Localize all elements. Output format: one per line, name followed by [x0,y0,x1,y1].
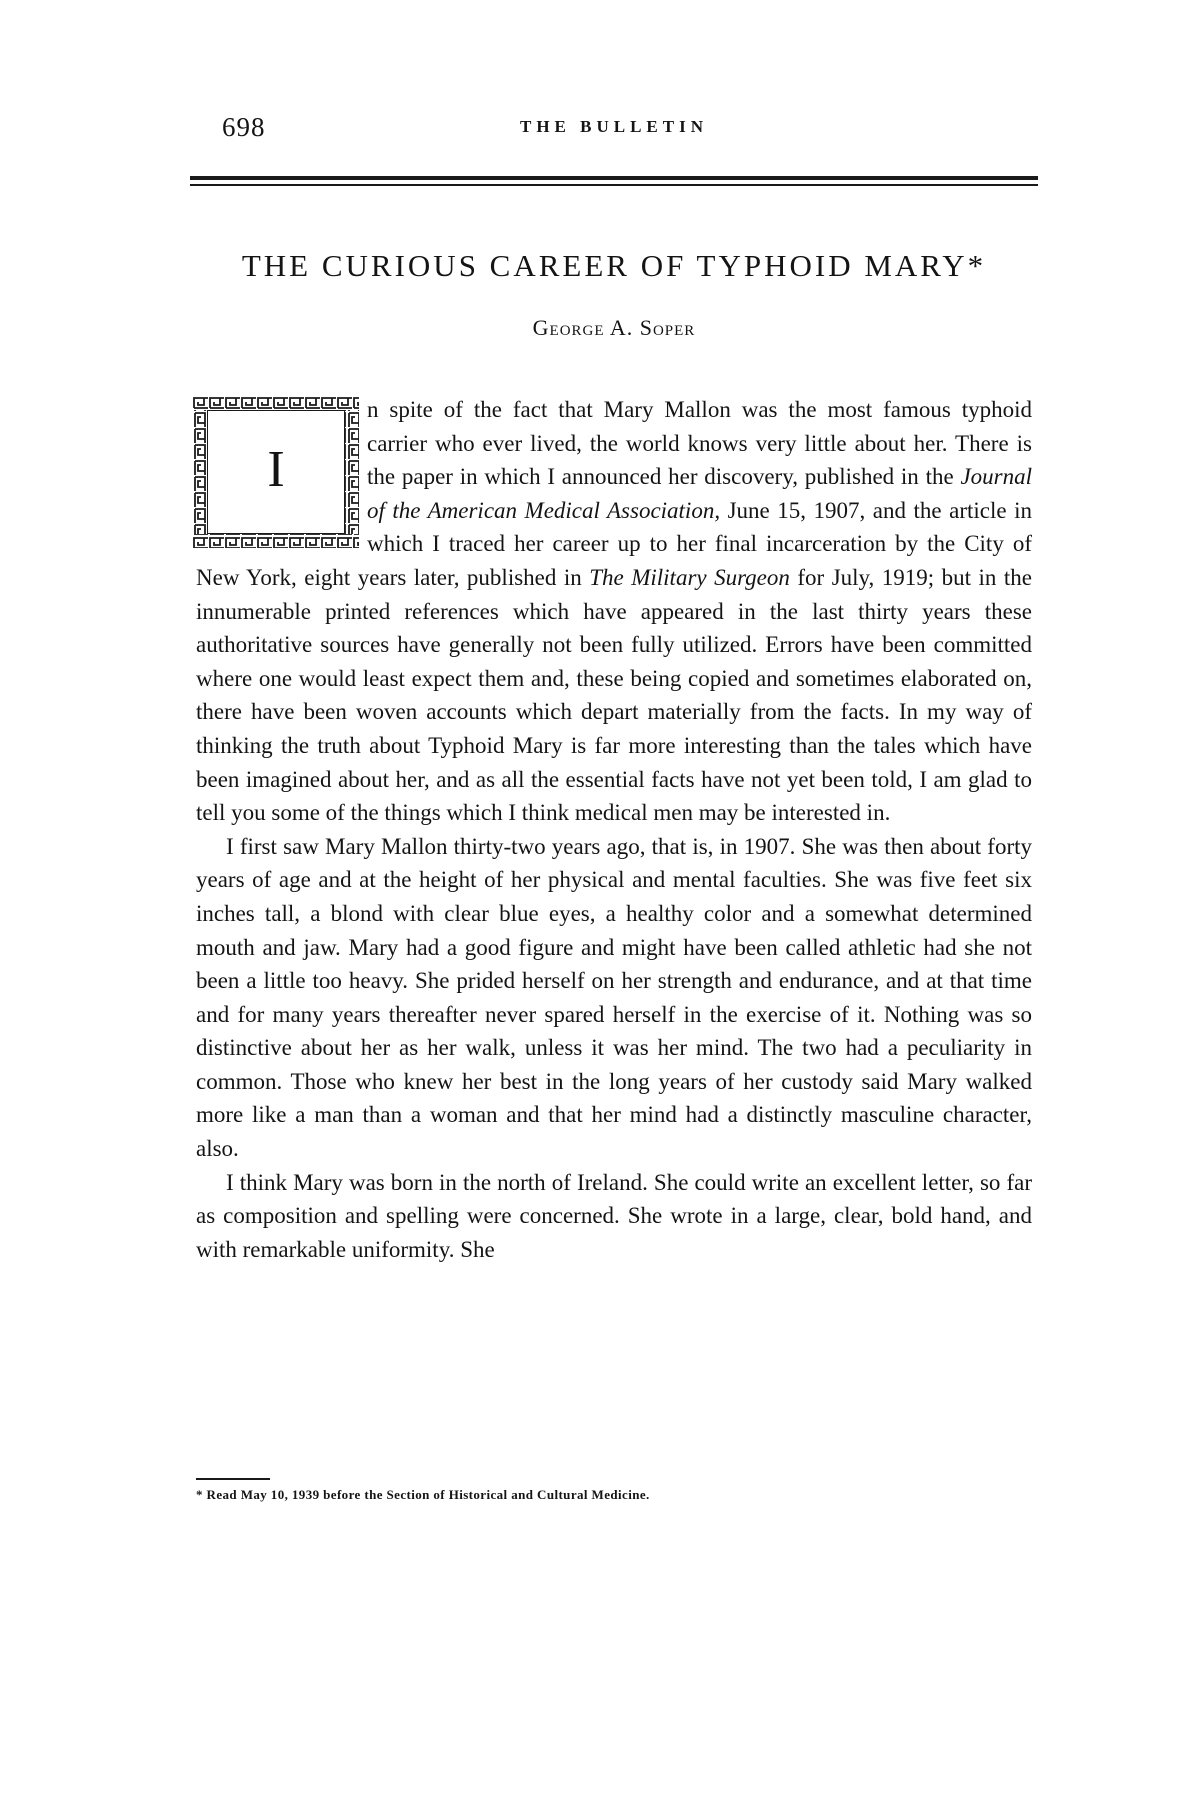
article-body [196,393,1032,1266]
footnote: * Read May 10, 1939 before the Section of Historical and Cultural Medicine. [196,1487,650,1502]
journal-reference-military-surgeon: The Military Surgeon [589,564,790,590]
paragraph-1-text: n spite of the fact that Mary Mallon was the most famous typhoid carrier who ever lived, the world knows very little about her. There is the paper in which I announced her discovery, published in the [367,397,1032,490]
journal-title: THE BULLETIN [519,117,708,136]
article-title: THE CURIOUS CAREER OF TYPHOID MARY* [241,248,987,283]
article-author: George A. Soper [532,315,696,340]
paragraph-1-text: for July, 1919; but in the innumerable printed references which have appeared in the last thirty years these authoritative sources have generally not been fully utilized. Errors have been committed where one would least expect them and, these being copied and sometimes elaborated on, there have been woven accounts which depart materially from the facts. In my way of thinking the truth about Typhoid Mary is far more interesting than the tales which have been imagined about her, and as all the essential facts have not yet been told, I am glad to tell you some of the things which I think medical men may be interested in. [196,564,1033,826]
page-number: 698 [222,112,266,142]
paragraph-1-text: June 15, 1907, and the article in which I traced her career up to her final incarceration by the City of New York, eight years later, published in [196,497,1032,590]
drop-cap-letter: I [267,441,285,498]
journal-reference-jama: Journal of the American Medical Association, [367,464,1032,523]
header-rule-thin [190,184,1038,186]
decorative-initial [193,396,359,548]
paragraph-3: I think Mary was born in the north of Ireland. She could write an excellent letter, so far as composition and spelling were concerned. She wrote in a large, clear, bold hand, and with remarkable uniformity. She [196,1169,1032,1262]
footnote-rule [196,1478,270,1480]
header-rule-thick [190,176,1038,180]
paragraph-1 [196,393,1032,830]
running-header [190,112,1038,142]
paragraph-2: I first saw Mary Mallon thirty-two years ago, that is, in 1907. She was then about forty years of age and at the height of her physical and mental faculties. She was five feet six inches tall, a blond with clear blue eyes, a healthy color and a somewhat determined mouth and jaw. Mary had a good figure and might have been called athletic had she not been a little too heavy. She prided herself on her strength and endurance, and at that time and for many years thereafter never spared herself in the exercise of it. Nothing was so distinctive about her as her walk, unless it was her mind. The two had a peculiarity in common. Those who knew her best in the long years of her custody said Mary walked more like a man than a woman and that her mind had a distinctly masculine character, also. [196,833,1032,1162]
